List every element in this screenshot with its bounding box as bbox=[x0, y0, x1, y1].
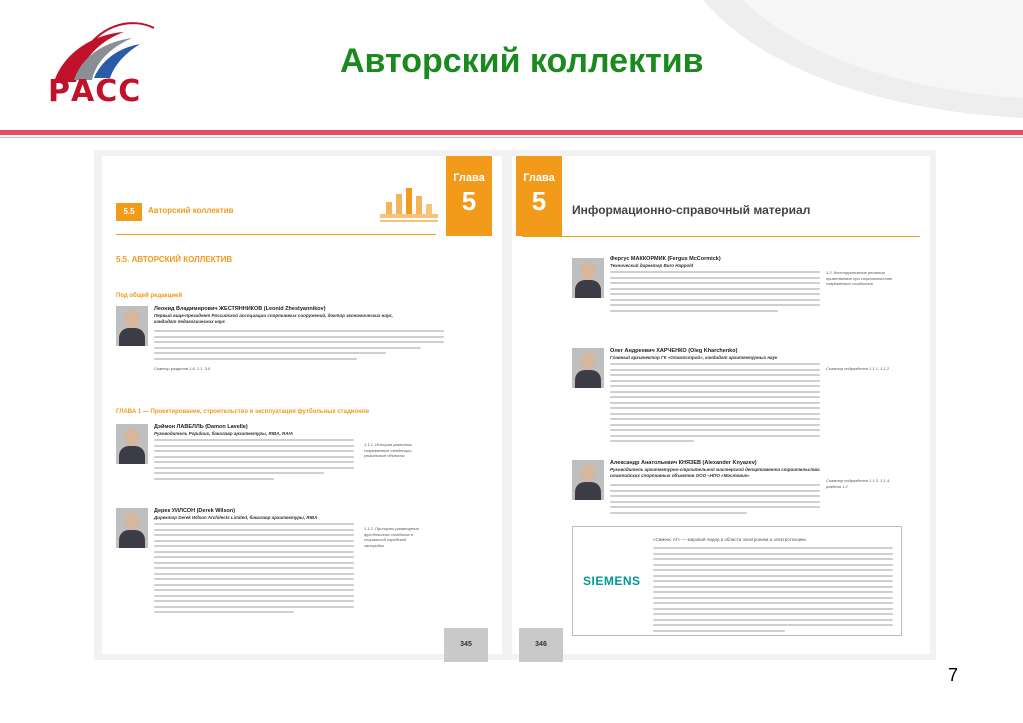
author-photo bbox=[572, 258, 604, 298]
page-number-right: 346 bbox=[519, 628, 563, 662]
author-role: Руководитель Populous, бакалавр архитектуры, RIBA, RAIA bbox=[154, 431, 293, 436]
section-divider bbox=[116, 234, 436, 235]
author-role: Главный архитектор ГК «Олимпстрой», кандидат архитектурных наук bbox=[610, 355, 778, 360]
author-bio bbox=[154, 330, 444, 363]
author-bio bbox=[610, 271, 820, 315]
author-bio bbox=[610, 363, 820, 446]
author-note: Соавтор подразделов 1.1.1, 1.1.2 bbox=[826, 366, 890, 371]
sponsor-text bbox=[653, 547, 893, 635]
siemens-logo: SIEMENS bbox=[583, 574, 641, 588]
author-bio bbox=[154, 439, 354, 483]
left-page bbox=[102, 156, 502, 654]
author-role: Руководитель архитектурно-строительной мастерской департамента строительства олимпийских спортивных объектов ООО «НПО «Мостовик» bbox=[610, 467, 820, 478]
author-name: Дэймон ЛАВЕЛЛЬ (Damon Lavelle) bbox=[154, 424, 248, 430]
author-name: Олег Андреевич ХАРЧЕНКО (Oleg Kharchenko) bbox=[610, 348, 738, 354]
author-role: Первый вице-президент Российской ассоциации спортивных сооружений, доктор экономических наук, кандидат педагогических наук bbox=[154, 313, 393, 324]
info-divider bbox=[522, 236, 920, 237]
chapter-heading: ГЛАВА 1 — Проектирование, строительство и эксплуатация футбольных стадионов bbox=[116, 409, 370, 415]
author-name: Фергус МАККОРМИК (Fergus McCormick) bbox=[610, 256, 721, 262]
sponsor-lead: «Сименс АГ» — мировой лидер в области электроники и электротехники. bbox=[653, 537, 808, 542]
author-bio bbox=[610, 484, 820, 517]
author-bio bbox=[154, 523, 354, 617]
author-name: Александр Анатольевич КНЯЗЕВ (Alexander Knyazev) bbox=[610, 460, 757, 466]
general-editor-heading: Под общей редакцией bbox=[116, 293, 183, 299]
header-divider-thin bbox=[0, 137, 1023, 138]
right-page bbox=[512, 156, 930, 654]
author-note: 1.2. Конструктивные решения, применяемые при строительстве современных стадионов bbox=[826, 270, 893, 286]
sponsor-box bbox=[572, 526, 902, 636]
slide-number: 7 bbox=[948, 665, 959, 685]
author-photo bbox=[116, 508, 148, 548]
author-photo bbox=[572, 460, 604, 500]
author-name: Леонид Владимирович ЖЕСТЯННИКОВ (Leonid Zhestyannikov) bbox=[154, 306, 326, 312]
header-divider bbox=[0, 130, 1023, 135]
author-name: Дерек УИЛСОН (Derek Wilson) bbox=[154, 508, 236, 514]
author-note: Соавтор подразделов 1.1.3, 1.1.4, раздела 1.2 bbox=[826, 478, 891, 489]
logo-text: РАСС bbox=[48, 74, 142, 109]
author-photo bbox=[572, 348, 604, 388]
section-number: 5.5 bbox=[116, 203, 142, 221]
main-heading: 5.5. АВТОРСКИЙ КОЛЛЕКТИВ bbox=[116, 255, 233, 264]
author-bio-tail: Соавтор разделов 1.6, 2.1, 3.5 bbox=[154, 366, 211, 371]
page-number-left: 345 bbox=[444, 628, 488, 662]
author-note: 1.1.1. История развития, современные тенденции, уникальные объекты bbox=[364, 442, 413, 458]
info-title: Информационно-справочный материал bbox=[572, 203, 811, 217]
author-role: Технический директор Buro Happold bbox=[610, 263, 694, 268]
author-note: 1.1.2. Принципы размещения футбольного стадиона в социальной городской застройки bbox=[364, 526, 419, 548]
stadium-icon bbox=[376, 186, 442, 230]
section-title: Авторский коллектив bbox=[148, 206, 234, 215]
author-photo bbox=[116, 306, 148, 346]
chapter-badge-right: Глава 5 bbox=[516, 156, 562, 236]
chapter-badge-left: Глава 5 bbox=[446, 156, 492, 236]
author-role: Директор Derek Wilson Architects Limited, бакалавр архитектуры, RIBA bbox=[154, 515, 318, 520]
header-swoosh bbox=[663, 0, 1023, 130]
page-title: Авторский коллектив bbox=[340, 42, 704, 80]
author-photo bbox=[116, 424, 148, 464]
